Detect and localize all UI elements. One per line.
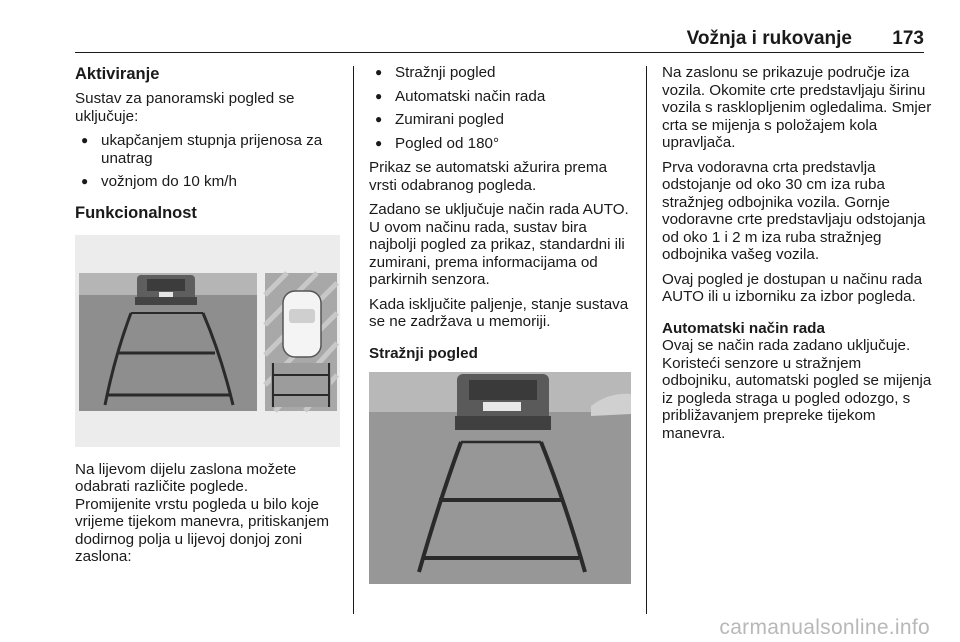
list-item: ● Automatski način rada bbox=[369, 88, 634, 106]
column-left bbox=[75, 64, 340, 566]
section-heading-functionality: Funkcionalnost bbox=[75, 203, 197, 222]
memory-text: Kada isključite paljenje, stanje sustava se ne zadržava u memoriji. bbox=[369, 295, 629, 330]
page-number: 173 bbox=[892, 28, 924, 49]
activation-list bbox=[75, 132, 340, 191]
auto-mode-text: Ovaj se način rada zadano uključuje. Koristeći senzore u stražnjem odbojniku, automatski pogled se mijenja iz pogleda straga u pogled odozgo, s približavanjem prepreke tijekom manevra. bbox=[662, 337, 932, 442]
page-header bbox=[75, 26, 924, 53]
section-heading-rear-view: Stražnji pogled bbox=[369, 344, 478, 362]
distance-lines-text: Prva vodoravna crta predstavlja odstojanje od oko 30 cm iza ruba stražnjeg odbojnika vozila. Gornje vodoravne crte predstavljaju odstojanja od oko 1 i 2 m iza ruba stražnjeg odbojnika vašeg vozila. bbox=[662, 158, 926, 263]
list-item: ● Stražnji pogled bbox=[369, 64, 634, 82]
availability-text: Ovaj pogled je dostupan u načinu rada AUTO ili u izborniku za izbor pogleda. bbox=[662, 270, 923, 305]
rear-view-description: Na zaslonu se prikazuje područje iza vozila. Okomite crte predstavljaju širinu vozila s rasklopljenim ogledalima. Smjer crta se mijenja s položajem kola upravljača. bbox=[662, 64, 932, 151]
page-title: Vožnja i rukovanje bbox=[686, 28, 852, 49]
rear-view-figure bbox=[369, 372, 631, 584]
update-text: Prikaz se automatski ažurira prema vrsti odabranog pogleda. bbox=[369, 159, 608, 194]
intro-text: Sustav za panoramski pogled se uključuje: bbox=[75, 90, 295, 125]
list-item: ● ukapčanjem stupnja prijenosa za unatrag bbox=[75, 132, 340, 167]
auto-default-text: Zadano se uključuje način rada AUTO. U ovom načinu rada, sustav bira najbolji pogled za prikaz, standardni ili zumirani, prema informacijama od parkirnih senzora. bbox=[369, 201, 629, 288]
functionality-text-2: Promijenite vrstu pogleda u bilo koje vrijeme tijekom manevra, pritiskanjem dodirnog polja u lijevoj donjoj zoni zaslona: bbox=[75, 495, 330, 565]
list-item: ● Pogled od 180° bbox=[369, 135, 634, 153]
view-types-list bbox=[369, 64, 634, 152]
camera-views-figure bbox=[75, 235, 340, 447]
column-middle bbox=[369, 64, 634, 584]
column-divider-2 bbox=[646, 66, 647, 614]
section-heading-activation: Aktiviranje bbox=[75, 65, 160, 83]
list-item: ● vožnjom do 10 km/h bbox=[75, 173, 340, 191]
list-item: ● Zumirani pogled bbox=[369, 111, 634, 129]
column-divider-1 bbox=[353, 66, 354, 614]
column-right bbox=[662, 64, 932, 449]
section-heading-auto-mode: Automatski način rada bbox=[662, 319, 825, 337]
functionality-text-1: Na lijevom dijelu zaslona možete odabrati različite poglede. bbox=[75, 460, 297, 495]
watermark: carmanualsonline.info bbox=[719, 616, 930, 639]
